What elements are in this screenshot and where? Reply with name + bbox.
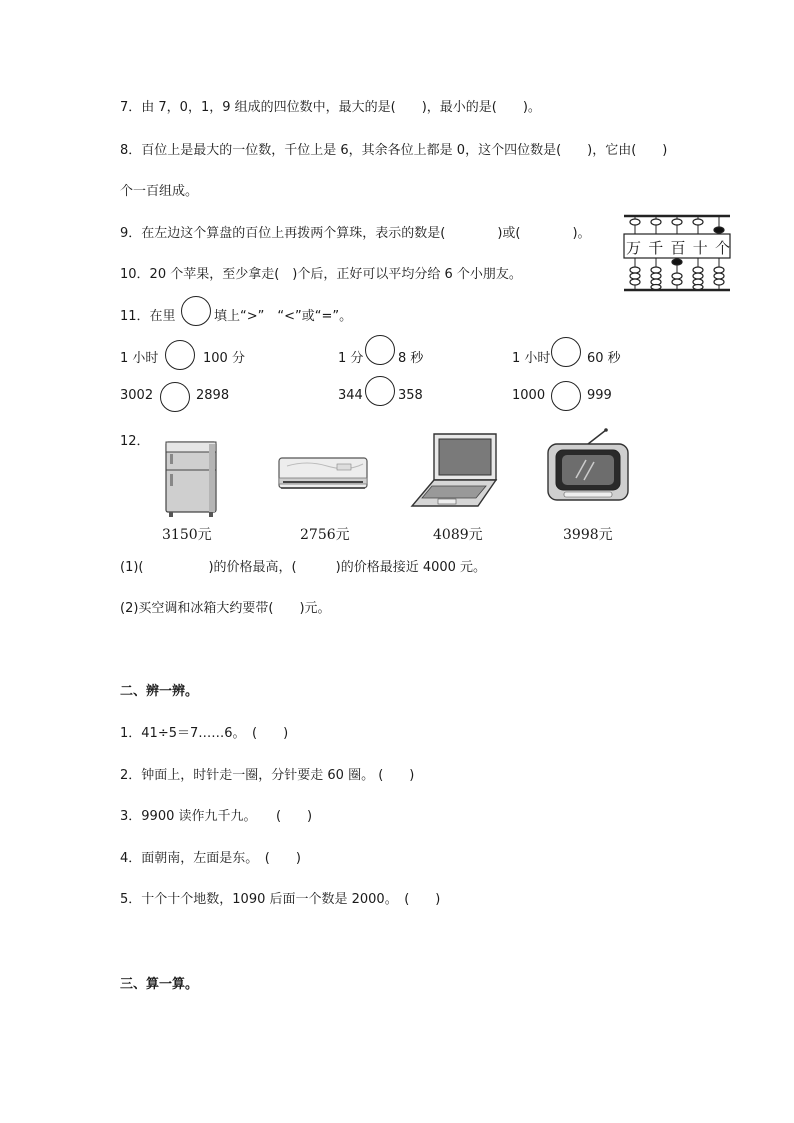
compare-right: 358 bbox=[398, 388, 423, 403]
judge-item: 1．41÷5＝7……6。 ( ) bbox=[120, 726, 289, 741]
section-2-title: 二、辨一辨。 bbox=[120, 684, 199, 699]
price-label: 4089元 bbox=[433, 527, 483, 543]
question-10: 10．20 个苹果，至少拿走( )个后，正好可以平均分给 6 个小朋友。 bbox=[120, 267, 522, 282]
price-label: 3150元 bbox=[162, 527, 212, 543]
tv-icon bbox=[546, 428, 630, 508]
abacus-place-label: 个 bbox=[714, 239, 730, 257]
abacus-place-label: 百 bbox=[670, 239, 686, 257]
compare-left: 344 bbox=[338, 388, 363, 403]
answer-circle[interactable] bbox=[365, 376, 395, 406]
abacus-figure bbox=[622, 210, 732, 296]
question-12-label: 12． bbox=[120, 434, 150, 449]
question-12-part-2: (2)买空调和冰箱大约要带( )元。 bbox=[120, 601, 331, 616]
compare-right: 2898 bbox=[196, 388, 230, 403]
price-label: 3998元 bbox=[563, 527, 613, 543]
compare-right: 999 bbox=[587, 388, 612, 403]
laptop-icon bbox=[408, 432, 500, 512]
judge-item: 3．9900 读作九千九。 ( ) bbox=[120, 809, 313, 824]
compare-right: 60 秒 bbox=[587, 351, 621, 366]
abacus-place-label: 十 bbox=[692, 239, 708, 257]
abacus-place-label: 千 bbox=[648, 239, 664, 257]
question-9: 9．在左边这个算盘的百位上再拨两个算珠，表示的数是( )或( )。 bbox=[120, 226, 591, 241]
question-11-prefix: 11．在里 bbox=[120, 309, 176, 324]
compare-left: 1000 bbox=[512, 388, 546, 403]
judge-item: 5．十个十个地数，1090 后面一个数是 2000。 ( ) bbox=[120, 892, 441, 907]
section-3-title: 三、算一算。 bbox=[120, 977, 199, 992]
abacus-place-labels bbox=[626, 237, 730, 258]
answer-circle[interactable] bbox=[160, 382, 190, 412]
answer-circle[interactable] bbox=[551, 381, 581, 411]
price-label: 2756元 bbox=[300, 527, 350, 543]
answer-circle[interactable] bbox=[365, 335, 395, 365]
compare-left: 1 分 bbox=[338, 351, 364, 366]
abacus-place-label: 万 bbox=[626, 239, 642, 257]
compare-left: 1 小时 bbox=[512, 351, 551, 366]
answer-circle[interactable] bbox=[551, 337, 581, 367]
answer-circle bbox=[181, 296, 211, 326]
question-12-part-1: (1)( )的价格最高，( )的价格最接近 4000 元。 bbox=[120, 560, 487, 575]
answer-circle[interactable] bbox=[165, 340, 195, 370]
question-7: 7．由 7，0，1，9 组成的四位数中，最大的是( )，最小的是( )。 bbox=[120, 100, 541, 115]
judge-item: 2．钟面上，时针走一圈，分针要走 60 圈。 ( ) bbox=[120, 768, 415, 783]
compare-left: 1 小时 bbox=[120, 351, 159, 366]
compare-right: 100 分 bbox=[203, 351, 245, 366]
compare-left: 3002 bbox=[120, 388, 154, 403]
air-conditioner-icon bbox=[277, 456, 369, 496]
judge-item: 4．面朝南，左面是东。 ( ) bbox=[120, 851, 301, 866]
question-8-line-1: 8．百位上是最大的一位数，千位上是 6，其余各位上都是 0，这个四位数是( )，它由( ) bbox=[120, 143, 668, 158]
compare-right: 8 秒 bbox=[398, 351, 424, 366]
question-8-line-2: 个一百组成。 bbox=[120, 184, 199, 199]
question-11-suffix: 填上“>” “<”或“=”。 bbox=[214, 309, 353, 324]
fridge-icon bbox=[163, 440, 219, 522]
